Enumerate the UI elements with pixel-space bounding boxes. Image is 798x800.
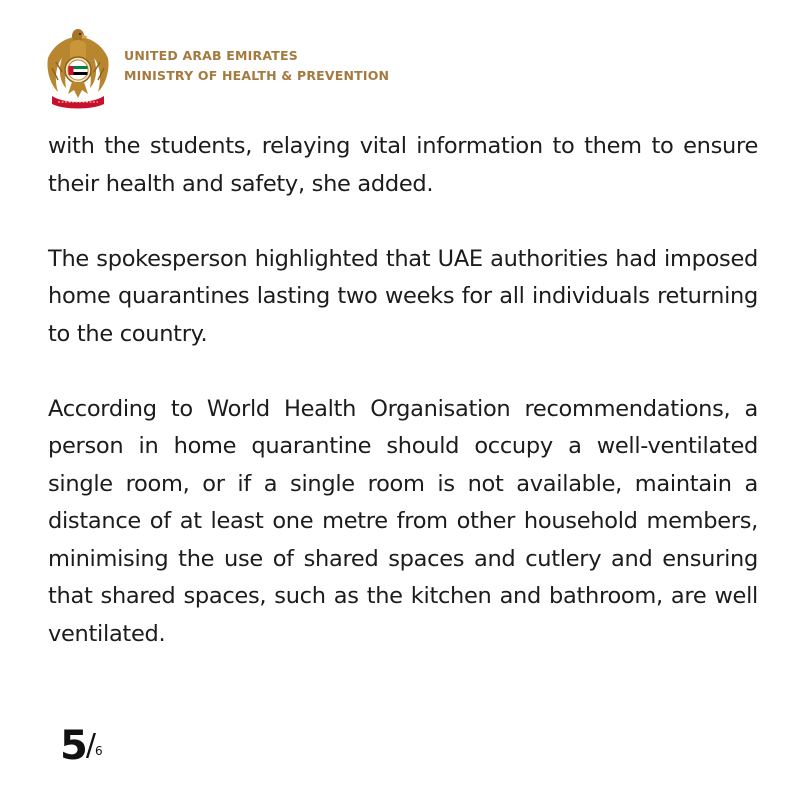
page-separator: / (85, 728, 96, 763)
article-body (48, 128, 758, 653)
organization-name (124, 46, 389, 86)
page-header (44, 22, 389, 110)
page-current: 5 (60, 723, 88, 769)
paragraph-2: The spokesperson highlighted that UAE authorities had imposed home quarantines lasting two weeks for all individuals returning to the country. (48, 245, 758, 347)
paragraph-1: with the students, relaying vital information to them to ensure their health and safety, she added. (48, 133, 758, 197)
page-total: 6 (94, 744, 103, 758)
uae-falcon-emblem-icon (44, 22, 112, 110)
org-line-ministry: MINISTRY OF HEALTH & PREVENTION (124, 68, 390, 83)
page-indicator (60, 722, 103, 772)
org-line-country: UNITED ARAB EMIRATES (124, 48, 298, 63)
paragraph-3: According to World Health Organisation recommendations, a person in home quarantine should occupy a well-ventilated single room, or if a single room is not available, maintain a distance of at least one metre from other household members, minimising the use of shared spaces and cutlery and ensuring that shared spaces, such as the kitchen and bathroom, are well ventilated. (48, 395, 758, 647)
